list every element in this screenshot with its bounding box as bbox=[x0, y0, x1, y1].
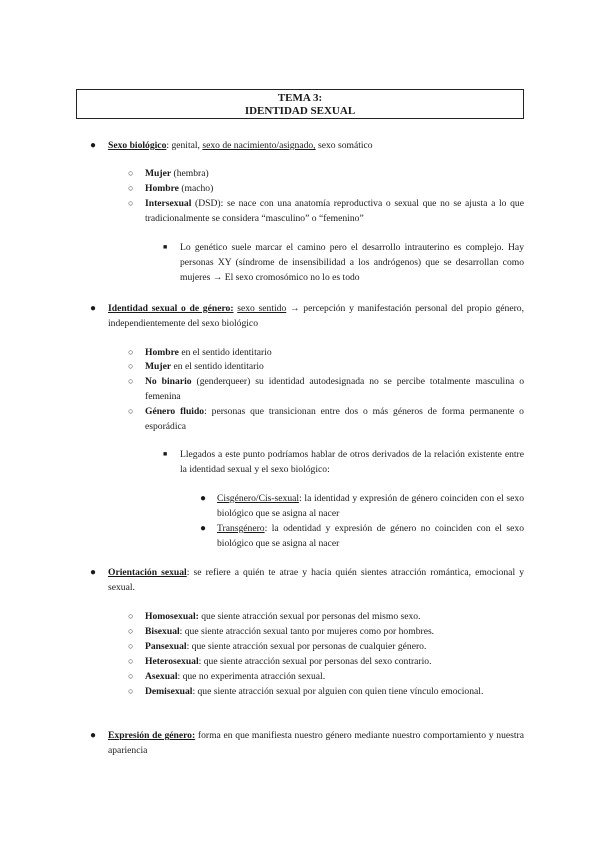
list-item: Intersexual (DSD): se nace con una anatomía reproductiva o sexual que no se ajusta a lo que tradicionalmente se considera “masculino” o “femenino” bbox=[145, 198, 524, 225]
bullet-dot: ● bbox=[200, 523, 207, 534]
bullet-circle: ○ bbox=[128, 671, 134, 681]
list-item: Cisgénero/Cis-sexual: la identidad y expresión de género coinciden con el sexo biológico que se asigna al nacer bbox=[217, 493, 524, 520]
bullet-dot: ● bbox=[90, 567, 97, 578]
bullet-circle: ○ bbox=[128, 376, 134, 386]
list-item: Hombre (macho) bbox=[145, 183, 214, 194]
bullet-circle: ○ bbox=[128, 611, 134, 621]
bullet-dot: ● bbox=[90, 303, 97, 314]
term-identidad-sexual: Identidad sexual o de género: bbox=[108, 303, 234, 314]
bullet-dot: ● bbox=[90, 140, 97, 151]
bullet-circle: ○ bbox=[128, 641, 134, 651]
note-derivados: Llegados a este punto podríamos hablar de otros derivados de la relación existente entre la identidad sexual y el sexo biológico: bbox=[180, 449, 524, 476]
bullet-circle: ○ bbox=[128, 361, 134, 371]
bullet-circle: ○ bbox=[128, 656, 134, 666]
list-item: Pansexual: que siente atracción sexual por personas de cualquier género. bbox=[145, 641, 427, 652]
title-box bbox=[76, 89, 524, 119]
section-orientacion-sexual: Orientación sexual: se refiere a quién te atrae y hacia quién sientes atracción romántica, emocional y sexual. bbox=[108, 567, 525, 594]
bullet-dot: ● bbox=[90, 730, 97, 741]
section-identidad-sexual: Identidad sexual o de género: sexo sentido → percepción y manifestación personal del propio género, independientemente del sexo biológico bbox=[108, 303, 524, 330]
bullet-circle: ○ bbox=[128, 183, 134, 193]
bullet-square: ■ bbox=[163, 243, 168, 251]
list-item: Mujer en el sentido identitario bbox=[145, 361, 264, 372]
list-item: Asexual: que no experimenta atracción sexual. bbox=[145, 671, 326, 682]
bullet-circle: ○ bbox=[128, 347, 134, 357]
bullet-circle: ○ bbox=[128, 406, 134, 416]
list-item: Género fluido: personas que transicionan entre dos o más géneros de forma permanente o esporádica bbox=[145, 406, 524, 433]
list-item: Heterosexual: que siente atracción sexual por personas del sexo contrario. bbox=[145, 656, 432, 667]
list-item: Hombre en el sentido identitario bbox=[145, 347, 272, 358]
title-line-2: IDENTIDAD SEXUAL bbox=[244, 105, 356, 117]
note-genetico: Lo genético suele marcar el camino pero el desarrollo intrauterino es complejo. Hay personas XY (síndrome de insensibilidad a los andrógenos) que se desarrollan como mujeres → El sexo cromosómico no lo es todo bbox=[180, 242, 524, 284]
bullet-square: ■ bbox=[163, 450, 168, 458]
list-item: Mujer (hembra) bbox=[145, 168, 209, 179]
bullet-dot: ● bbox=[200, 493, 207, 504]
term-orientacion-sexual: Orientación sexual bbox=[108, 567, 187, 578]
bullet-circle: ○ bbox=[128, 686, 134, 696]
section-sexo-biologico: Sexo biológico: genital, sexo de nacimiento/asignado, sexo somático bbox=[108, 140, 373, 151]
list-item: No binario (genderqueer) su identidad autodesignada no se percibe totalmente masculina o femenina bbox=[145, 376, 525, 403]
list-item: Bisexual: que siente atracción sexual tanto por mujeres como por hombres. bbox=[145, 626, 435, 637]
term-expresion-genero: Expresión de género: bbox=[108, 730, 196, 741]
term-sexo-biologico: Sexo biológico bbox=[108, 140, 167, 151]
bullet-circle: ○ bbox=[128, 168, 134, 178]
bullet-circle: ○ bbox=[128, 626, 134, 636]
list-item: Demisexual: que siente atracción sexual por alguien con quien tiene vínculo emocional. bbox=[145, 686, 484, 697]
list-item: Homosexual: que siente atracción sexual por personas del mismo sexo. bbox=[145, 611, 421, 622]
title-line-1: TEMA 3: bbox=[277, 92, 323, 104]
bullet-circle: ○ bbox=[128, 198, 134, 208]
list-item: Transgénero: la odentidad y expresión de género no coinciden con el sexo biológico que se asigna al nacer bbox=[217, 523, 524, 550]
section-expresion-genero: Expresión de género: forma en que manifiesta nuestro género mediante nuestro comportamiento y nuestra apariencia bbox=[108, 730, 524, 757]
